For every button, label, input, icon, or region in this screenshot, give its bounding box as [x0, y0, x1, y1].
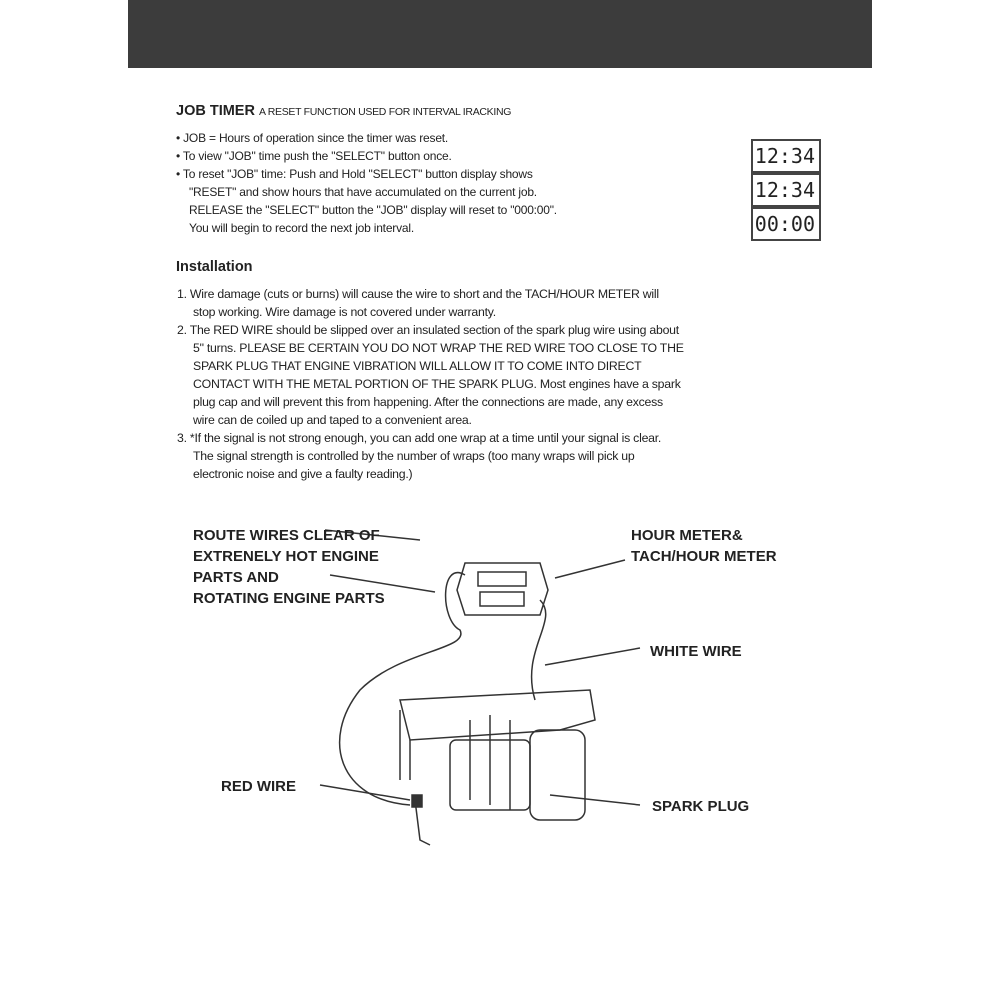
job-line: • JOB = Hours of operation since the timer was reset. — [176, 131, 449, 145]
install-line: The signal strength is controlled by the number of wraps (too many wraps will pick up — [193, 449, 635, 463]
spark-plug-label: SPARK PLUG — [652, 798, 750, 815]
install-line: 5" turns. PLEASE BE CERTAIN YOU DO NOT WRAP THE RED WIRE TOO CLOSE TO THE — [193, 341, 684, 355]
lcd-display: 12:34 — [751, 173, 821, 207]
install-line: stop working. Wire damage is not covered under warranty. — [193, 305, 496, 319]
meter-outline — [457, 563, 548, 615]
lcd-display: 12:34 — [751, 139, 821, 173]
install-line: 1. Wire damage (cuts or burns) will cause the wire to short and the TACH/HOUR METER will — [177, 287, 659, 301]
installation-heading: Installation — [176, 259, 253, 275]
job-line: You will begin to record the next job interval. — [189, 221, 414, 235]
install-line: plug cap and will prevent this from happening. After the connections are made, any excess — [193, 395, 663, 409]
lcd-display: 00:00 — [751, 207, 821, 241]
job-line: • To reset "JOB" time: Push and Hold "SELECT" button display shows — [176, 167, 533, 181]
job-timer-heading: JOB TIMER A RESET FUNCTION USED FOR INTERVAL IRACKING — [176, 103, 512, 119]
install-line: electronic noise and give a faulty reading.) — [193, 467, 413, 481]
job-line: RELEASE the "SELECT" button the "JOB" display will reset to "000:00". — [189, 203, 557, 217]
meter-screen-2 — [480, 592, 524, 606]
install-line: 3. *If the signal is not strong enough, you can add one wrap at a time until your signal is clear. — [177, 431, 662, 445]
job-line: • To view "JOB" time push the "SELECT" button once. — [176, 149, 452, 163]
route-label: ROUTE WIRES CLEAR OF EXTRENELY HOT ENGINE PARTS AND ROTATING ENGINE PARTS — [193, 527, 385, 607]
install-line: 2. The RED WIRE should be slipped over an insulated section of the spark plug wire using about — [177, 323, 679, 337]
meter-label: HOUR METER& TACH/HOUR METER — [631, 527, 777, 565]
job-line: "RESET" and show hours that have accumulated on the current job. — [189, 185, 537, 199]
red-wire-label: RED WIRE — [221, 778, 296, 795]
install-line: SPARK PLUG THAT ENGINE VIBRATION WILL ALLOW IT TO COME INTO DIRECT — [193, 359, 642, 373]
install-line: CONTACT WITH THE METAL PORTION OF THE SPARK PLUG. Most engines have a spark — [193, 377, 681, 391]
engine-shroud — [400, 690, 595, 740]
install-line: wire can de coiled up and taped to a convenient area. — [193, 413, 472, 427]
cylinder — [530, 730, 585, 820]
meter-screen — [478, 572, 526, 586]
white-wire-label: WHITE WIRE — [650, 643, 742, 660]
